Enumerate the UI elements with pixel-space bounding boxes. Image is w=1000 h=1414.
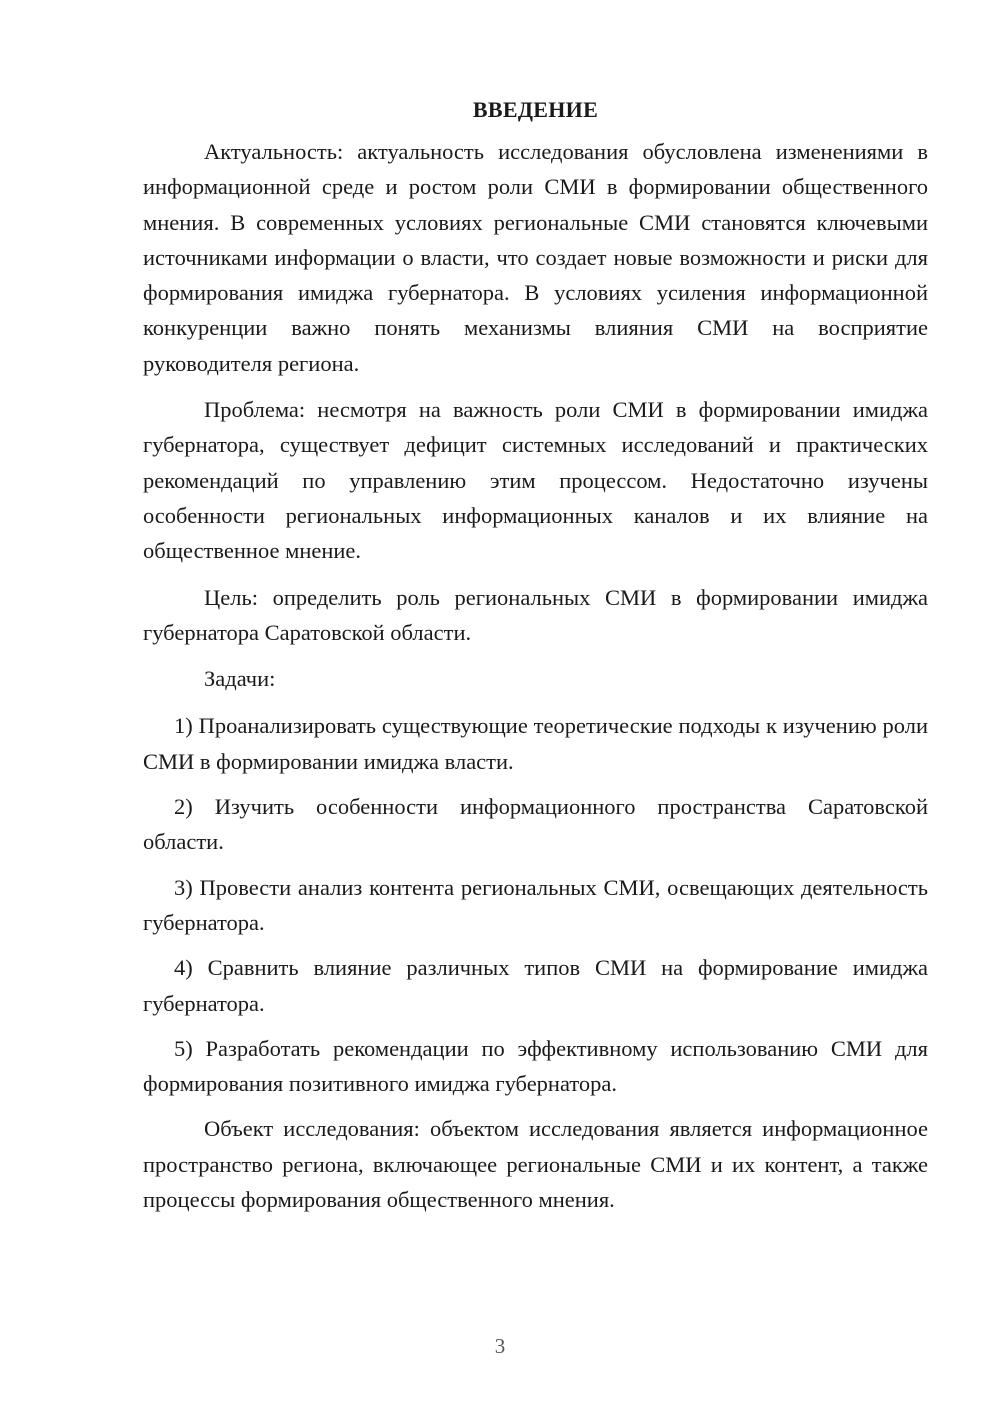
paragraph-relevance: Актуальность: актуальность исследования обусловлена изменениями в информационной среде и ростом роли СМИ в формировании общественного мнения. В современных условиях региональные СМИ становятся ключевыми источниками информации о власти, что создает новые возможности и риски для формирования имиджа губернатора. В условиях усиления информационной конкуренции важно понять механизмы влияния СМИ на восприятие руководителя региона.	[143, 139, 928, 376]
task-item: 5) Разработать рекомендации по эффективному использованию СМИ для формирования позитивного имиджа губернатора.	[143, 1035, 928, 1097]
task-item: 2) Изучить особенности информационного пространства Саратовской области.	[143, 794, 928, 855]
document-page	[143, 92, 928, 1228]
tasks-label: Задачи:	[204, 666, 276, 692]
task-item: 4) Сравнить влияние различных типов СМИ на формирование имиджа губернатора.	[143, 955, 928, 1016]
paragraph-goal: Цель: определить роль региональных СМИ в формировании имиджа губернатора Саратовской области.	[143, 584, 928, 645]
task-item: 1) Проанализировать существующие теоретические подходы к изучению роли СМИ в формировании имиджа власти.	[143, 713, 928, 774]
page-number: 3	[494, 1334, 506, 1358]
paragraph-object: Объект исследования: объектом исследования является информационное пространство региона, включающее региональные СМИ и их контент, а также процессы формирования общественного мнения.	[143, 1116, 928, 1213]
paragraph-problem: Проблема: несмотря на важность роли СМИ в формировании имиджа губернатора, существует дефицит системных исследований и практических рекомендаций по управлению этим процессом. Недостаточно изучены особенности региональных информационных каналов и их влияние на общественное мнение.	[143, 397, 928, 564]
section-title: ВВЕДЕНИЕ	[472, 97, 599, 122]
task-item: 3) Провести анализ контента региональных СМИ, освещающих деятельность губернатора.	[143, 874, 928, 935]
